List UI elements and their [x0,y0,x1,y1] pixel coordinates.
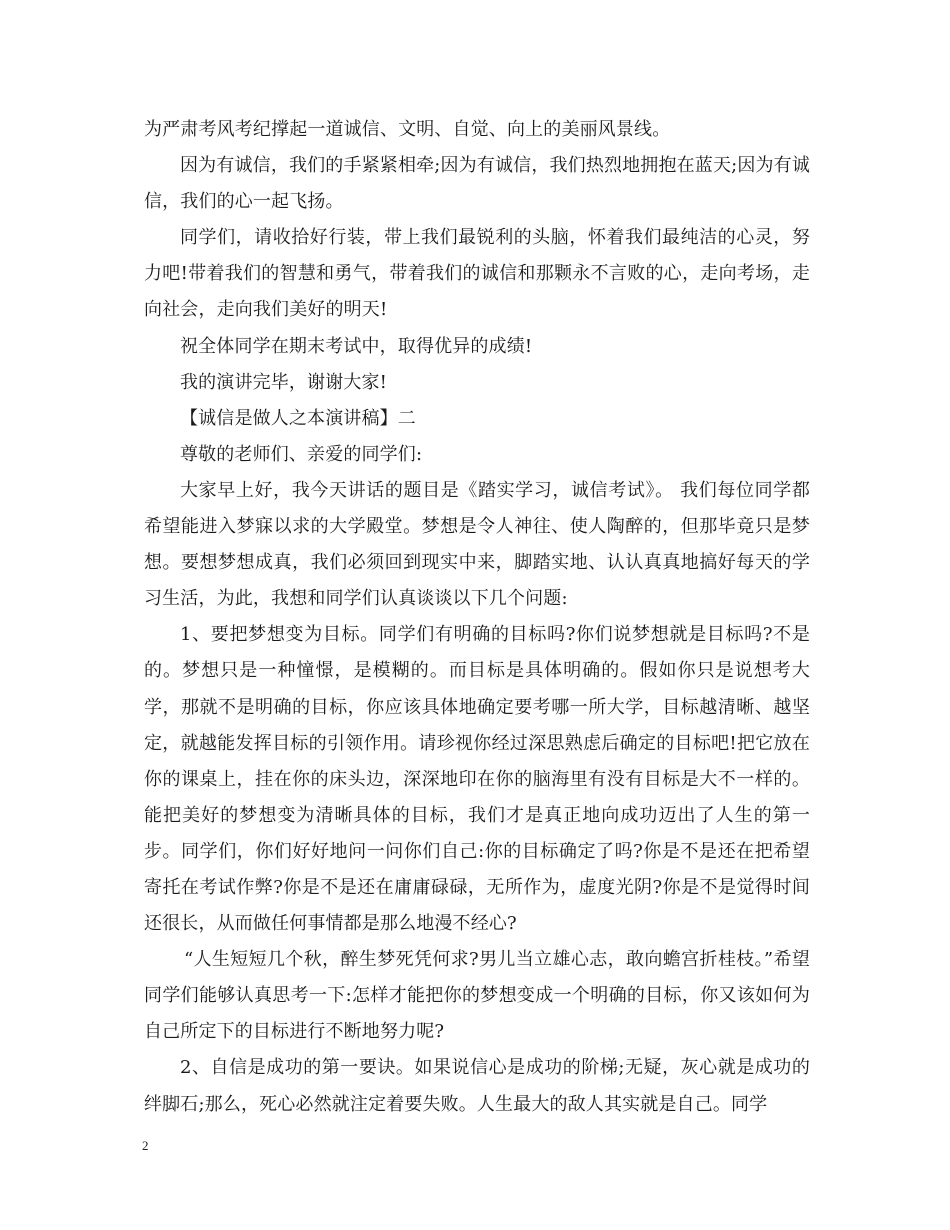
page-body [144,112,810,1123]
paragraph-point-one: 1、要把梦想变为目标。同学们有明确的目标吗?你们说梦想就是目标吗?不是的。梦想只是一种憧憬，是模糊的。而目标是具体明确的。假如你只是说想考大学，那就不是明确的目标，你应该具体地确定要考哪一所大学，目标越清晰、越坚定，就越能发挥目标的引领作用。请珍视你经过深思熟虑后确定的目标吧!把它放在你的课桌上，挂在你的床头边，深深地印在你的脑海里有没有目标是大不一样的。能把美好的梦想变为清晰具体的目标，我们才是真正地向成功迈出了人生的第一步。同学们，你们好好地问一问你们自己:你的目标确定了吗?你是不是还在把希望寄托在考试作弊?你是不是还在庸庸碌碌，无所作为，虚度光阴?你是不是觉得时间还很长，从而做任何事情都是那么地漫不经心? [144,624,810,935]
paragraph-salutation: 尊敬的老师们、亲爱的同学们: [180,443,423,465]
paragraph-continuation: 为严肃考风考纪撑起一道诚信、文明、自觉、向上的美丽风景线。 [144,119,671,140]
paragraph-poem-quote: “人生短短几个秋，醉生梦死凭何求?男儿当立雄心志，敢向蟾宫折桂枝。”希望同学们能够认真思考一下:怎样才能把你的梦想变成一个明确的目标，你又该如何为自己所定下的目标进行不断地努力呢? [144,949,810,1043]
paragraph-speech-end: 我的演讲完毕，谢谢大家! [180,371,388,393]
paragraph-greeting-topic: 大家早上好，我今天讲话的题目是《踏实学习，诚信考试》。 我们每位同学都希望能进入梦寐以求的大学殿堂。梦想是令人神往、使人陶醉的，但那毕竟只是梦想。要想梦想成真，我们必须回到现实中来，脚踏实地、认认真真地搞好每天的学习生活，为此，我想和同学们认真谈谈以下几个问题: [144,479,810,610]
paragraph-point-two: 2、自信是成功的第一要诀。如果说信心是成功的阶梯;无疑，灰心就是成功的绊脚石;那么，死心必然就注定着要失败。人生最大的敌人其实就是自己。同学 [144,1057,810,1115]
paragraph-pack-up: 同学们，请收拾好行装，带上我们最锐利的头脑，怀着我们最纯洁的心灵，努力吧!带着我们的智慧和勇气，带着我们的诚信和那颗永不言败的心，走向考场，走向社会，走向我们美好的明天! [144,227,810,321]
paragraph-honesty-hands: 因为有诚信，我们的手紧紧相牵;因为有诚信，我们热烈地拥抱在蓝天;因为有诚信，我们的心一起飞扬。 [144,155,810,213]
page-number: 2 [142,1138,149,1153]
section-heading: 【诚信是做人之本演讲稿】二 [180,407,416,429]
paragraph-wish-results: 祝全体同学在期末考试中，取得优异的成绩! [180,335,533,357]
